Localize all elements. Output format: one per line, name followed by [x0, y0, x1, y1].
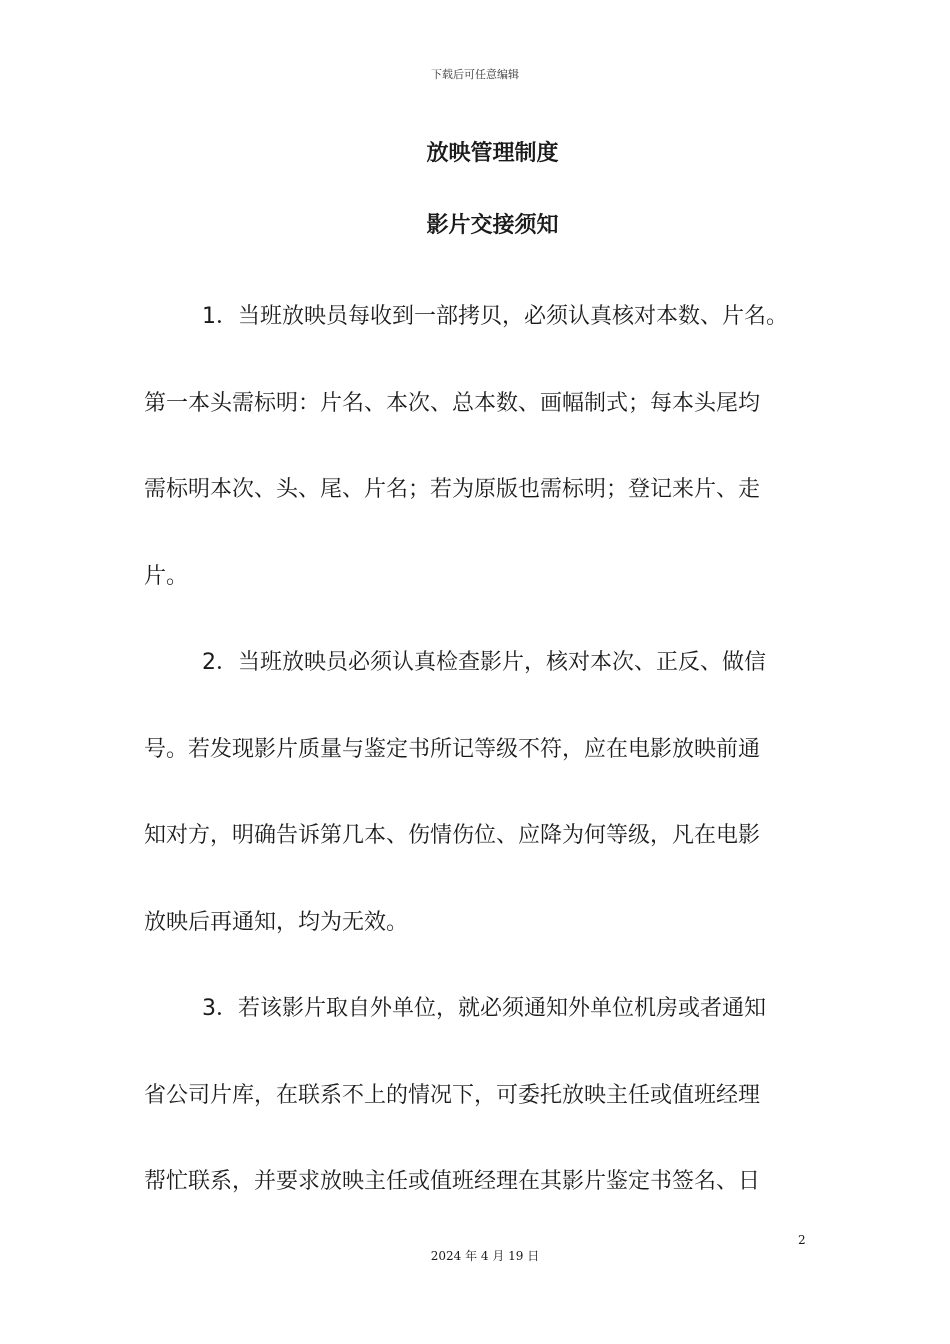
text-line: 第一本头需标明：片名、本次、总本数、画幅制式；每本头尾均 — [144, 390, 761, 416]
header-note: 下载后可任意编辑 — [431, 68, 519, 81]
text-line: 2．当班放映员必须认真检查影片，核对本次、正反、做信 — [202, 650, 766, 675]
document-title: 放映管理制度 — [426, 141, 559, 166]
document-subtitle: 影片交接须知 — [426, 213, 559, 238]
text-line: 省公司片库，在联系不上的情况下，可委托放映主任或值班经理 — [144, 1082, 761, 1108]
text-line: 1．当班放映员每收到一部拷贝，必须认真核对本数、片名。 — [202, 304, 788, 329]
text-line: 放映后再通知，均为无效。 — [144, 909, 409, 935]
body-text — [144, 274, 808, 1226]
text-line: 号。若发现影片质量与鉴定书所记等级不符，应在电影放映前通 — [144, 736, 761, 762]
text-line: 知对方，明确告诉第几本、伤情伤位、应降为何等级，凡在电影 — [144, 823, 761, 848]
text-line: 3．若该影片取自外单位，就必须通知外单位机房或者通知 — [202, 996, 766, 1021]
text-line: 片。 — [144, 563, 189, 589]
page-number: 2 — [798, 1233, 806, 1247]
footer-date: 2024 年 4 月 19 日 — [430, 1249, 540, 1263]
text-line: 需标明本次、头、尾、片名；若为原版也需标明；登记来片、走 — [144, 477, 761, 502]
text-line: 帮忙联系，并要求放映主任或值班经理在其影片鉴定书签名、日 — [144, 1169, 761, 1194]
